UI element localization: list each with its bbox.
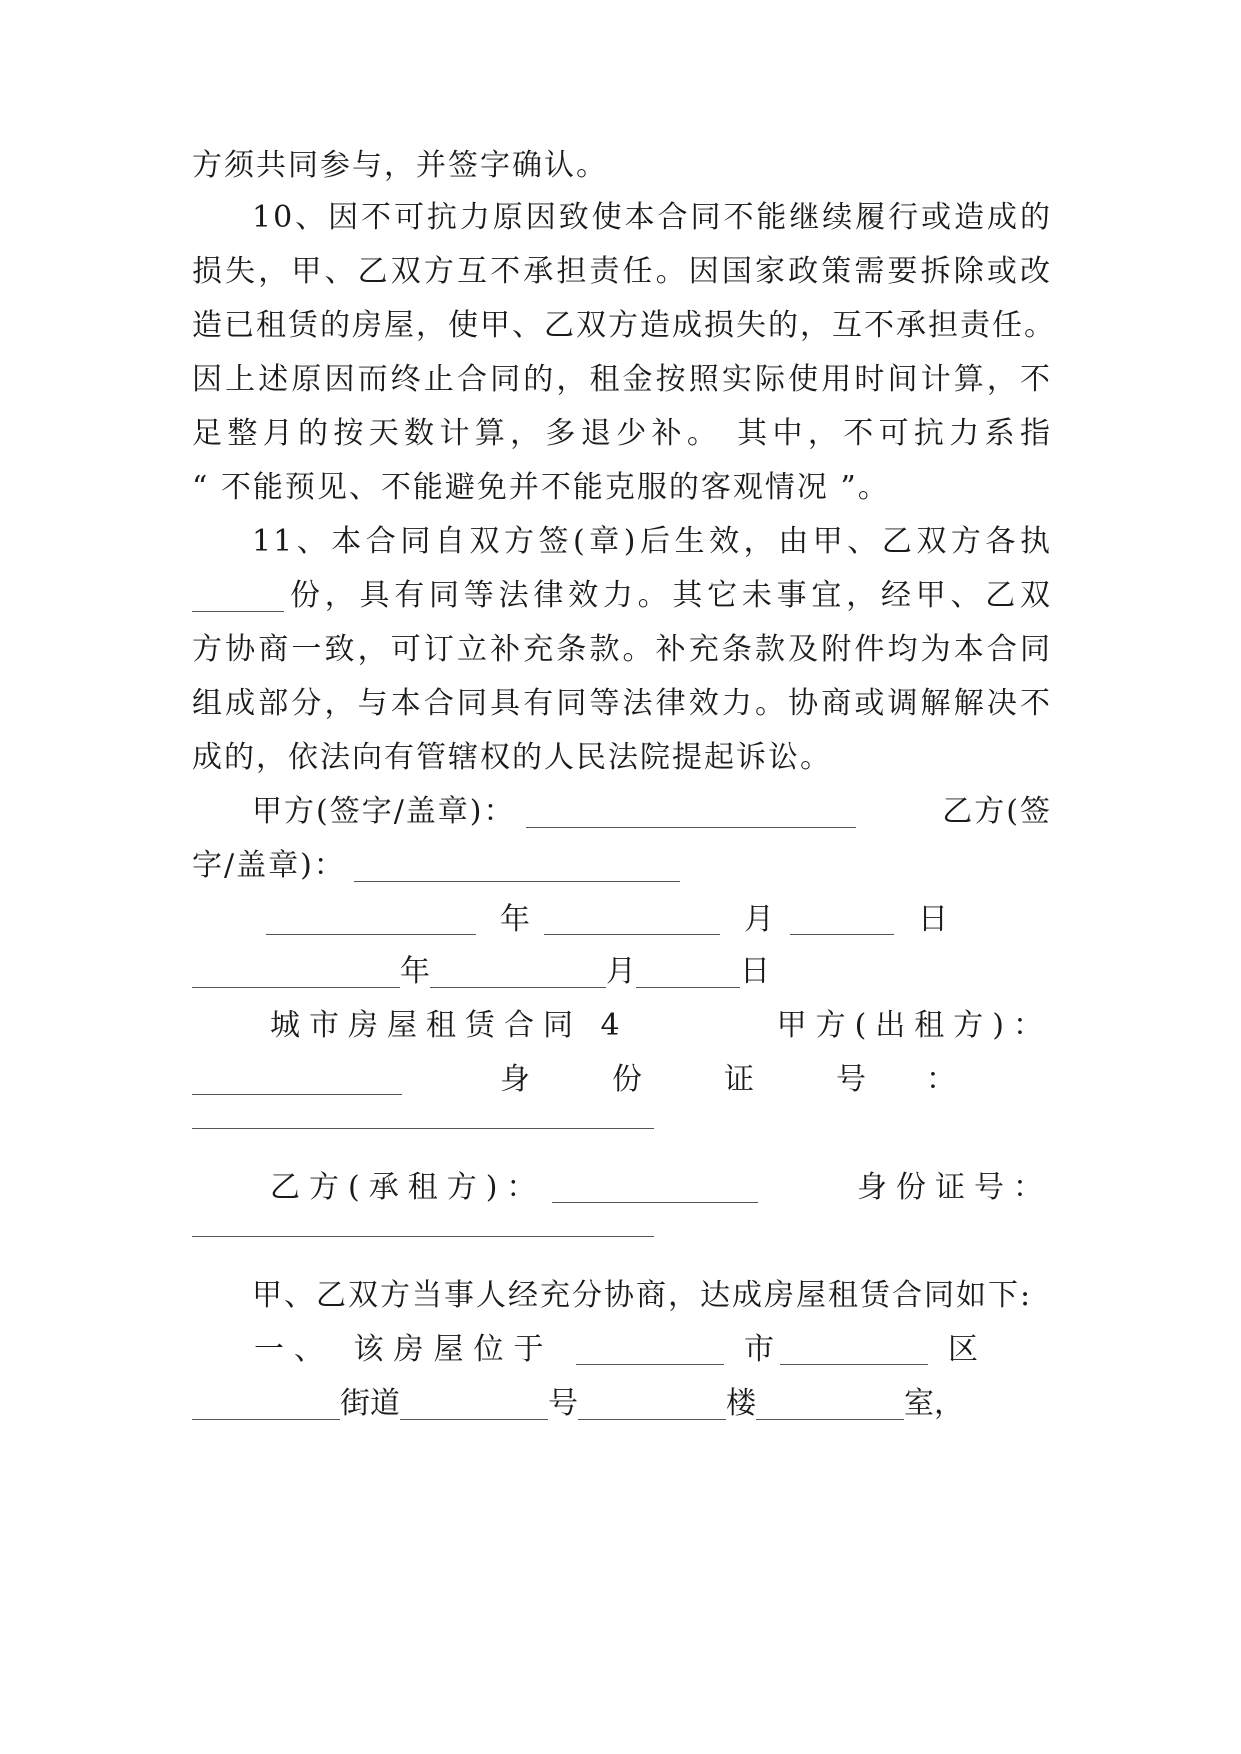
party-b-signature-label-cont: 字/盖章)：	[192, 848, 346, 883]
paragraph-line: 因上述原因而终止合同的，租金按照实际使用时间计算，不	[192, 362, 1052, 397]
day-blank	[790, 904, 894, 935]
month-blank	[430, 957, 606, 988]
year-label: 年	[500, 902, 530, 937]
city-blank	[576, 1334, 724, 1365]
signature-line-party-a	[192, 790, 1052, 834]
paragraph-line: 足整月的按天数计算，多退少补。 其中，不可抗力系指	[192, 416, 1052, 451]
id-label-char: 证	[724, 1062, 754, 1097]
paragraph-line: 方协商一致，可订立补充条款。补充条款及附件均为本合同	[192, 632, 1052, 667]
paragraph-text: 份，具有同等法律效力。其它未事宜，经甲、乙双	[290, 578, 1052, 613]
party-a-signature-blank	[526, 797, 856, 828]
day-blank	[636, 957, 740, 988]
clause-1-label: 一、 该房屋位于	[254, 1332, 554, 1367]
paragraph-line: 组成部分，与本合同具有同等法律效力。协商或调解解决不	[192, 686, 1052, 721]
party-b-signature-label: 乙方(签	[942, 794, 1052, 829]
paragraph-line: 成的，依法向有管辖权的人民法院提起诉讼。	[192, 740, 832, 775]
number-label: 号	[548, 1386, 578, 1421]
id-label-char: 号	[836, 1062, 866, 1097]
paragraph-line: “ 不能预见、不能避免并不能克服的客观情况 ”。	[192, 470, 890, 505]
building-label: 楼	[726, 1386, 756, 1421]
party-a-signature-label: 甲方(签字/盖章)：	[252, 794, 516, 829]
year-label: 年	[400, 954, 430, 989]
building-blank	[578, 1389, 726, 1420]
paragraph-line	[192, 574, 1052, 618]
landlord-name-blank	[192, 1064, 402, 1095]
date-line-party-a	[192, 898, 1052, 942]
tenant-id-blank	[192, 1236, 654, 1237]
day-label: 日	[918, 902, 948, 937]
room-blank	[756, 1389, 904, 1420]
party-b-signature-blank	[354, 851, 680, 882]
district-blank	[780, 1334, 928, 1365]
tenant-name-blank	[552, 1172, 758, 1203]
room-label: 室，	[904, 1386, 964, 1421]
id-label-colon: ：	[926, 1062, 956, 1097]
month-blank	[544, 904, 720, 935]
street-label: 街道	[340, 1386, 400, 1421]
copies-blank	[192, 581, 284, 612]
month-label: 月	[606, 954, 636, 989]
day-label: 日	[740, 954, 770, 989]
city-label: 市	[744, 1332, 774, 1367]
street-blank	[192, 1389, 340, 1420]
id-label-char: 份	[612, 1062, 642, 1097]
signature-line-party-b	[192, 844, 1052, 888]
clause-11-line: 11、本合同自双方签(章)后生效，由甲、乙双方各执	[252, 524, 1052, 559]
paragraph-line: 造已租赁的房屋，使甲、乙双方造成损失的，互不承担责任。	[192, 308, 1056, 343]
landlord-id-line	[192, 1058, 1052, 1102]
paragraph-line: 方须共同参与，并签字确认。	[192, 148, 608, 183]
district-label: 区	[948, 1332, 978, 1367]
year-blank	[192, 957, 400, 988]
clause-1-line	[192, 1328, 1052, 1372]
number-blank	[400, 1389, 548, 1420]
month-label: 月	[744, 902, 774, 937]
agreement-intro: 甲、乙双方当事人经充分协商，达成房屋租赁合同如下:	[252, 1278, 1033, 1313]
clause-10-line: 10、因不可抗力原因致使本合同不能继续履行或造成的	[252, 200, 1052, 235]
landlord-label: 甲方(出租方)：	[776, 1008, 1052, 1043]
contract-4-header-line	[192, 1004, 1052, 1048]
paragraph-line: 损失，甲、乙双方互不承担责任。因国家政策需要拆除或改	[192, 254, 1052, 289]
date-line-party-b	[192, 950, 1052, 994]
landlord-id-blank	[192, 1128, 654, 1129]
tenant-line	[192, 1166, 1052, 1210]
year-blank	[266, 904, 476, 935]
tenant-id-label: 身份证号：	[857, 1170, 1052, 1205]
tenant-label: 乙方(承租方)：	[270, 1170, 546, 1205]
address-line	[192, 1382, 1052, 1426]
contract-title: 城市房屋租赁合同 4	[270, 1008, 629, 1043]
id-label-char: 身	[500, 1062, 530, 1097]
